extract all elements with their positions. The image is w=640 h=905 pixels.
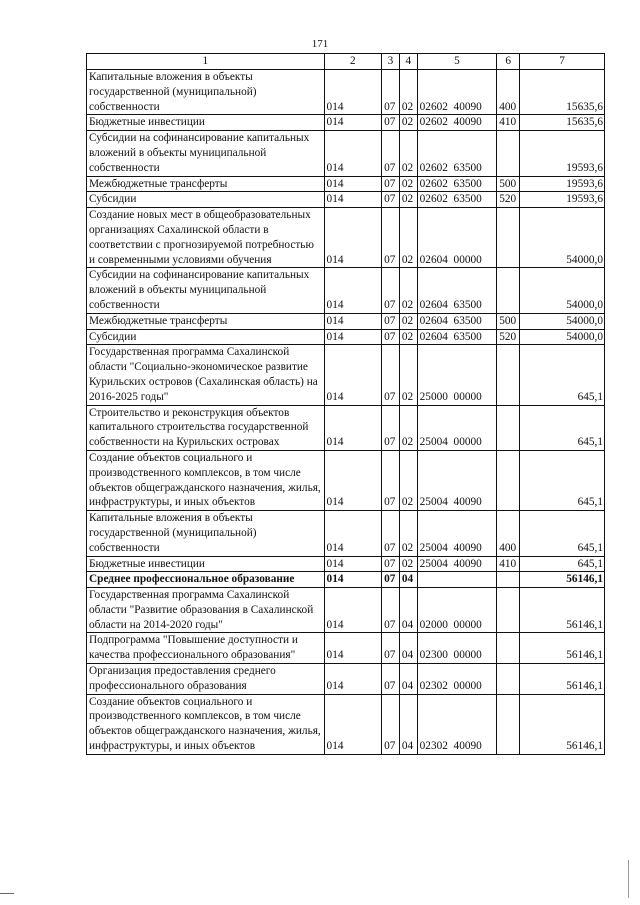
code-subsection-cell: 02 (399, 556, 417, 572)
code-expense-cell (497, 572, 520, 588)
table-row (87, 176, 605, 192)
table-row (87, 345, 605, 405)
column-header: 2 (324, 54, 382, 70)
code-admin-cell: 014 (324, 633, 382, 664)
code-subsection-cell: 02 (399, 192, 417, 208)
code-section-cell: 07 (382, 313, 400, 329)
code-admin-cell: 014 (324, 176, 382, 192)
code-expense-cell (497, 450, 520, 510)
code-expense-cell: 520 (497, 192, 520, 208)
amount-cell: 15635,6 (520, 115, 605, 131)
code-target-cell: 02604 63500 (417, 313, 497, 329)
row-name-cell: Субсидии (87, 192, 325, 208)
code-expense-cell (497, 268, 520, 313)
code-subsection-cell: 02 (399, 208, 417, 268)
code-admin-cell: 014 (324, 556, 382, 572)
code-section-cell: 07 (382, 588, 400, 633)
column-header: 7 (520, 54, 605, 70)
row-name-cell: Создание объектов социального и производственного комплексов, в том числе объектов общегражданского назначения, жилья, инфраструктуры, и иных объектов (87, 694, 325, 754)
table-row (87, 572, 605, 588)
code-target-cell: 02602 40090 (417, 70, 497, 115)
code-section-cell: 07 (382, 633, 400, 664)
code-subsection-cell: 02 (399, 131, 417, 176)
code-expense-cell (497, 208, 520, 268)
table-row (87, 268, 605, 313)
row-name-cell: Среднее профессиональное образование (87, 572, 325, 588)
code-admin-cell: 014 (324, 131, 382, 176)
table-row (87, 664, 605, 695)
code-expense-cell: 410 (497, 556, 520, 572)
code-subsection-cell: 02 (399, 511, 417, 556)
table-row (87, 588, 605, 633)
amount-cell: 54000,0 (520, 268, 605, 313)
table-row (87, 115, 605, 131)
scan-edge-mark (0, 893, 14, 894)
table-header-row (87, 54, 605, 70)
code-admin-cell: 014 (324, 588, 382, 633)
code-subsection-cell: 02 (399, 405, 417, 450)
amount-cell: 54000,0 (520, 208, 605, 268)
row-name-cell: Подпрограмма "Повышение доступности и качества профессионального образования" (87, 633, 325, 664)
amount-cell: 645,1 (520, 450, 605, 510)
code-section-cell: 07 (382, 192, 400, 208)
table-row (87, 450, 605, 510)
code-subsection-cell: 02 (399, 70, 417, 115)
code-expense-cell (497, 588, 520, 633)
code-target-cell: 02000 00000 (417, 588, 497, 633)
code-section-cell: 07 (382, 556, 400, 572)
amount-cell: 56146,1 (520, 664, 605, 695)
code-target-cell: 02602 63500 (417, 176, 497, 192)
code-admin-cell: 014 (324, 329, 382, 345)
code-target-cell: 02604 63500 (417, 268, 497, 313)
row-name-cell: Бюджетные инвестиции (87, 556, 325, 572)
code-target-cell (417, 572, 497, 588)
row-name-cell: Межбюджетные трансферты (87, 176, 325, 192)
code-subsection-cell: 04 (399, 633, 417, 664)
code-admin-cell: 014 (324, 313, 382, 329)
code-admin-cell: 014 (324, 345, 382, 405)
amount-cell: 645,1 (520, 405, 605, 450)
code-target-cell: 02302 40090 (417, 694, 497, 754)
row-name-cell: Субсидии (87, 329, 325, 345)
code-section-cell: 07 (382, 694, 400, 754)
code-section-cell: 07 (382, 450, 400, 510)
row-name-cell: Субсидии на софинансирование капитальных вложений в объекты муниципальной собственности (87, 131, 325, 176)
code-expense-cell (497, 664, 520, 695)
row-name-cell: Межбюджетные трансферты (87, 313, 325, 329)
code-expense-cell (497, 405, 520, 450)
table-row (87, 511, 605, 556)
code-section-cell: 07 (382, 405, 400, 450)
column-header: 6 (497, 54, 520, 70)
amount-cell: 56146,1 (520, 694, 605, 754)
code-admin-cell: 014 (324, 450, 382, 510)
code-target-cell: 02300 00000 (417, 633, 497, 664)
amount-cell: 19593,6 (520, 176, 605, 192)
budget-table (86, 53, 605, 755)
code-admin-cell: 014 (324, 115, 382, 131)
code-target-cell: 25004 40090 (417, 511, 497, 556)
amount-cell: 19593,6 (520, 192, 605, 208)
code-section-cell: 07 (382, 572, 400, 588)
code-target-cell: 02602 63500 (417, 131, 497, 176)
table-row (87, 192, 605, 208)
amount-cell: 54000,0 (520, 329, 605, 345)
code-section-cell: 07 (382, 664, 400, 695)
code-expense-cell: 500 (497, 313, 520, 329)
row-name-cell: Субсидии на софинансирование капитальных вложений в объекты муниципальной собственности (87, 268, 325, 313)
scan-edge-line (628, 860, 629, 898)
code-section-cell: 07 (382, 329, 400, 345)
code-subsection-cell: 02 (399, 176, 417, 192)
row-name-cell: Создание новых мест в общеобразовательных организациях Сахалинской области в соответствии с прогнозируемой потребностью и современными условиями обучения (87, 208, 325, 268)
table-body (87, 70, 605, 755)
row-name-cell: Создание объектов социального и производственного комплексов, в том числе объектов общегражданского назначения, жилья, инфраструктуры, и иных объектов (87, 450, 325, 510)
code-expense-cell: 400 (497, 511, 520, 556)
row-name-cell: Капитальные вложения в объекты государственной (муниципальной) собственности (87, 70, 325, 115)
code-admin-cell: 014 (324, 268, 382, 313)
code-expense-cell (497, 694, 520, 754)
row-name-cell: Строительство и реконструкция объектов капитального строительства государственной собственности на Курильских островах (87, 405, 325, 450)
code-subsection-cell: 02 (399, 313, 417, 329)
column-header: 5 (417, 54, 497, 70)
code-section-cell: 07 (382, 345, 400, 405)
row-name-cell: Организация предоставления среднего профессионального образования (87, 664, 325, 695)
amount-cell: 56146,1 (520, 633, 605, 664)
table-row (87, 633, 605, 664)
code-subsection-cell: 04 (399, 694, 417, 754)
code-admin-cell: 014 (324, 572, 382, 588)
code-admin-cell: 014 (324, 511, 382, 556)
code-target-cell: 02302 00000 (417, 664, 497, 695)
table-row (87, 131, 605, 176)
table-row (87, 405, 605, 450)
amount-cell: 645,1 (520, 511, 605, 556)
row-name-cell: Бюджетные инвестиции (87, 115, 325, 131)
code-admin-cell: 014 (324, 405, 382, 450)
code-target-cell: 02604 63500 (417, 329, 497, 345)
amount-cell: 15635,6 (520, 70, 605, 115)
code-target-cell: 02602 63500 (417, 192, 497, 208)
code-expense-cell (497, 131, 520, 176)
table-row (87, 694, 605, 754)
amount-cell: 645,1 (520, 345, 605, 405)
code-target-cell: 25004 40090 (417, 450, 497, 510)
row-name-cell: Государственная программа Сахалинской области "Социально-экономическое развитие Курильских островов (Сахалинская область) на 2016-2025 годы" (87, 345, 325, 405)
code-target-cell: 25004 40090 (417, 556, 497, 572)
code-section-cell: 07 (382, 115, 400, 131)
code-expense-cell: 400 (497, 70, 520, 115)
code-section-cell: 07 (382, 511, 400, 556)
amount-cell: 56146,1 (520, 588, 605, 633)
code-target-cell: 25004 00000 (417, 405, 497, 450)
row-name-cell: Государственная программа Сахалинской области "Развитие образования в Сахалинской области на 2014-2020 годы" (87, 588, 325, 633)
page-number: 171 (311, 38, 329, 50)
code-section-cell: 07 (382, 70, 400, 115)
code-section-cell: 07 (382, 208, 400, 268)
code-admin-cell: 014 (324, 208, 382, 268)
code-section-cell: 07 (382, 268, 400, 313)
code-subsection-cell: 02 (399, 329, 417, 345)
code-subsection-cell: 02 (399, 268, 417, 313)
code-expense-cell (497, 345, 520, 405)
column-header: 3 (382, 54, 400, 70)
code-subsection-cell: 02 (399, 115, 417, 131)
code-expense-cell: 410 (497, 115, 520, 131)
table-row (87, 208, 605, 268)
column-header: 1 (87, 54, 325, 70)
code-subsection-cell: 02 (399, 450, 417, 510)
code-subsection-cell: 04 (399, 572, 417, 588)
code-expense-cell (497, 633, 520, 664)
amount-cell: 54000,0 (520, 313, 605, 329)
code-target-cell: 02602 40090 (417, 115, 497, 131)
code-subsection-cell: 04 (399, 664, 417, 695)
code-target-cell: 25000 00000 (417, 345, 497, 405)
code-subsection-cell: 04 (399, 588, 417, 633)
table-row (87, 313, 605, 329)
code-admin-cell: 014 (324, 664, 382, 695)
code-expense-cell: 520 (497, 329, 520, 345)
amount-cell: 19593,6 (520, 131, 605, 176)
code-target-cell: 02604 00000 (417, 208, 497, 268)
code-section-cell: 07 (382, 176, 400, 192)
code-section-cell: 07 (382, 131, 400, 176)
code-admin-cell: 014 (324, 694, 382, 754)
table-row (87, 70, 605, 115)
code-subsection-cell: 02 (399, 345, 417, 405)
table-row (87, 329, 605, 345)
code-admin-cell: 014 (324, 192, 382, 208)
amount-cell: 56146,1 (520, 572, 605, 588)
amount-cell: 645,1 (520, 556, 605, 572)
code-expense-cell: 500 (497, 176, 520, 192)
table-row (87, 556, 605, 572)
row-name-cell: Капитальные вложения в объекты государственной (муниципальной) собственности (87, 511, 325, 556)
code-admin-cell: 014 (324, 70, 382, 115)
column-header: 4 (399, 54, 417, 70)
